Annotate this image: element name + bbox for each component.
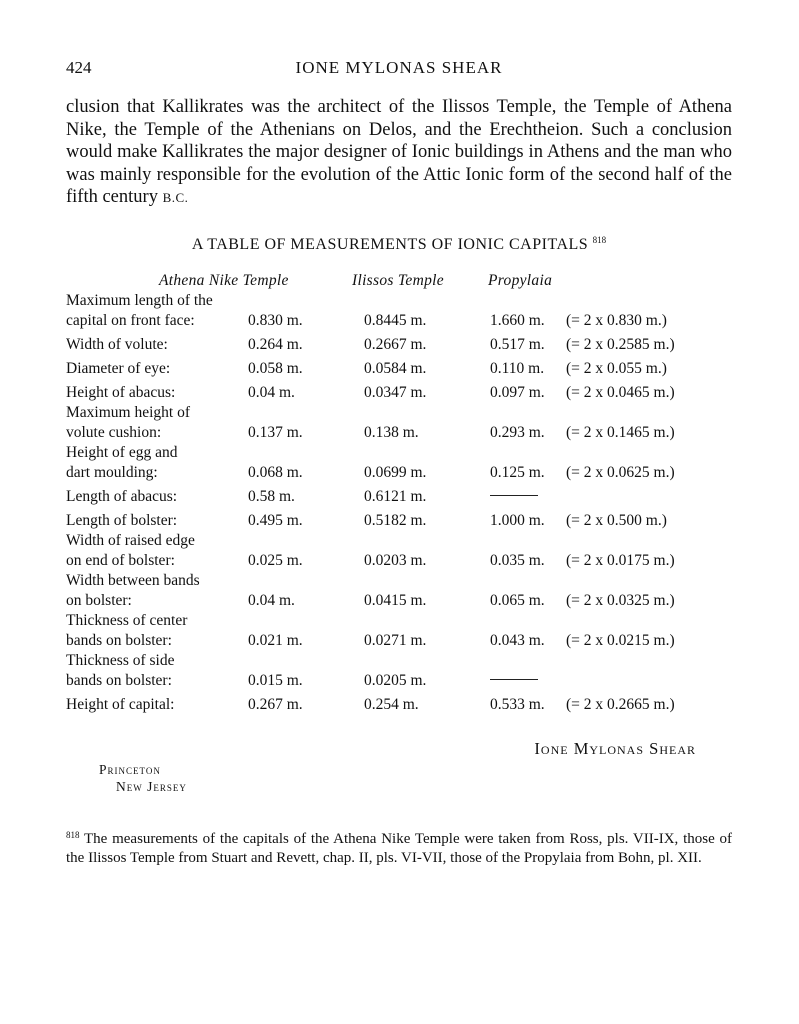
cell-ratio: (= 2 x 0.2665 m.) <box>566 696 675 713</box>
row-label-line: Length of abacus: <box>66 488 178 505</box>
table-title <box>66 235 732 254</box>
cell-ilissos: 0.138 m. <box>364 424 419 441</box>
row-label-line: Thickness of side <box>66 652 175 669</box>
footnote <box>66 826 732 867</box>
table-title-footnote-ref: 818 <box>592 235 607 245</box>
table-row <box>66 403 732 443</box>
cell-propylaia: 0.110 m. <box>490 360 545 377</box>
empty-value-dash <box>490 671 538 691</box>
cell-athena-nike: 0.04 m. <box>248 384 295 401</box>
row-label-line: bands on bolster: <box>66 672 172 689</box>
table-row <box>66 355 732 379</box>
empty-value-dash <box>490 487 538 507</box>
cell-ratio: (= 2 x 0.0625 m.) <box>566 464 675 481</box>
cell-propylaia: 0.043 m. <box>490 632 545 649</box>
cell-ratio: (= 2 x 0.055 m.) <box>566 360 667 377</box>
cell-ilissos: 0.0584 m. <box>364 360 427 377</box>
row-label-line: Maximum length of the <box>66 292 213 309</box>
place-city: Princeton <box>99 762 161 777</box>
footnote-text: The measurements of the capitals of the Athena Nike Temple were taken from Ross, pls. VII-IX, those of the Ilissos Temple from Stuart and Revett, chap. II, pls. VI-VII, those of the Propylaia from Bohn, pl. XII. <box>66 831 732 866</box>
cell-ilissos: 0.8445 m. <box>364 312 427 329</box>
row-label <box>66 335 168 355</box>
cell-athena-nike: 0.021 m. <box>248 632 303 649</box>
row-label-line: on end of bolster: <box>66 552 175 569</box>
cell-ratio: (= 2 x 0.500 m.) <box>566 512 667 529</box>
cell-athena-nike: 0.495 m. <box>248 512 303 529</box>
cell-ratio: (= 2 x 0.830 m.) <box>566 312 667 329</box>
table-row <box>66 531 732 571</box>
cell-ilissos: 0.0203 m. <box>364 552 427 569</box>
cell-propylaia: 1.000 m. <box>490 512 545 529</box>
cell-ratio: (= 2 x 0.0215 m.) <box>566 632 675 649</box>
row-label-line: Width between bands <box>66 572 200 589</box>
cell-ilissos: 0.6121 m. <box>364 488 427 505</box>
column-header-ilissos: Ilissos Temple <box>352 272 444 289</box>
author-signature: Ione Mylonas Shear <box>534 739 696 758</box>
cell-propylaia: 0.035 m. <box>490 552 545 569</box>
cell-propylaia: 1.660 m. <box>490 312 545 329</box>
row-label-line: Width of volute: <box>66 336 168 353</box>
row-label <box>66 383 175 403</box>
column-header-athena-nike: Athena Nike Temple <box>159 272 289 289</box>
row-label <box>66 511 177 531</box>
row-label <box>66 531 195 571</box>
row-label-line: Thickness of center <box>66 612 188 629</box>
cell-athena-nike: 0.267 m. <box>248 696 303 713</box>
cell-ilissos: 0.0271 m. <box>364 632 427 649</box>
cell-athena-nike: 0.04 m. <box>248 592 295 609</box>
row-label-line: Diameter of eye: <box>66 360 171 377</box>
cell-ilissos: 0.254 m. <box>364 696 419 713</box>
cell-athena-nike: 0.830 m. <box>248 312 303 329</box>
cell-ilissos: 0.5182 m. <box>364 512 427 529</box>
cell-ratio: (= 2 x 0.0325 m.) <box>566 592 675 609</box>
cell-athena-nike: 0.068 m. <box>248 464 303 481</box>
cell-ilissos: 0.2667 m. <box>364 336 427 353</box>
row-label-line: Height of abacus: <box>66 384 176 401</box>
table-row <box>66 691 732 715</box>
cell-ilissos: 0.0415 m. <box>364 592 427 609</box>
row-label <box>66 611 187 651</box>
row-label <box>66 651 174 691</box>
row-label-line: Height of egg and <box>66 444 178 461</box>
cell-ilissos: 0.0205 m. <box>364 672 427 689</box>
cell-athena-nike: 0.264 m. <box>248 336 303 353</box>
cell-ilissos: 0.0347 m. <box>364 384 427 401</box>
row-label <box>66 571 200 611</box>
place-state: New Jersey <box>116 779 187 794</box>
column-header-propylaia: Propylaia <box>488 272 553 289</box>
cell-propylaia: 0.125 m. <box>490 464 545 481</box>
row-label-line: Maximum height of <box>66 404 190 421</box>
row-label-line: Length of bolster: <box>66 512 178 529</box>
cell-ratio: (= 2 x 0.2585 m.) <box>566 336 675 353</box>
table-row <box>66 331 732 355</box>
cell-propylaia: 0.293 m. <box>490 424 545 441</box>
table-row <box>66 611 732 651</box>
footnote-number: 818 <box>66 830 80 840</box>
page-header <box>66 58 732 80</box>
paragraph-text: clusion that Kallikrates was the architect of the Ilissos Temple, the Temple of Athena Nike, the Temple of the Athenians on Delos, and the Erechtheion. Such a conclusion would make Kallikrates the major designer of Ionic buildings in Athens and the man who was mainly responsible for the evolution of the Attic Ionic form of the second half of the fifth century <box>66 97 732 207</box>
row-label <box>66 487 177 507</box>
cell-propylaia: 0.097 m. <box>490 384 545 401</box>
table-row <box>66 483 732 507</box>
measurements-table <box>66 292 732 715</box>
table-row <box>66 507 732 531</box>
cell-propylaia: 0.065 m. <box>490 592 545 609</box>
row-label <box>66 443 177 483</box>
cell-propylaia: 0.517 m. <box>490 336 545 353</box>
row-label-line: Height of capital: <box>66 696 175 713</box>
row-label <box>66 695 174 715</box>
table-row <box>66 571 732 611</box>
cell-ilissos: 0.0699 m. <box>364 464 427 481</box>
cell-athena-nike: 0.025 m. <box>248 552 303 569</box>
dash-rule <box>490 495 538 496</box>
row-label-line: dart moulding: <box>66 464 158 481</box>
table-row <box>66 651 732 691</box>
row-label-line: bands on bolster: <box>66 632 172 649</box>
row-label-line: on bolster: <box>66 592 132 609</box>
row-label <box>66 359 170 379</box>
row-label <box>66 291 213 331</box>
table-row <box>66 443 732 483</box>
cell-athena-nike: 0.58 m. <box>248 488 295 505</box>
cell-ratio: (= 2 x 0.1465 m.) <box>566 424 675 441</box>
dash-rule <box>490 679 538 680</box>
row-label-line: Width of raised edge <box>66 532 195 549</box>
table-row <box>66 379 732 403</box>
era-abbreviation: B.C. <box>162 190 189 205</box>
cell-athena-nike: 0.058 m. <box>248 360 303 377</box>
cell-propylaia: 0.533 m. <box>490 696 545 713</box>
row-label-line: capital on front face: <box>66 312 195 329</box>
cell-athena-nike: 0.137 m. <box>248 424 303 441</box>
table-row <box>66 292 732 331</box>
row-label <box>66 403 190 443</box>
table-title-text: A TABLE OF MEASUREMENTS OF IONIC CAPITALS <box>191 236 589 253</box>
page-number: 424 <box>66 58 92 77</box>
cell-athena-nike: 0.015 m. <box>248 672 303 689</box>
running-head: IONE MYLONAS SHEAR <box>295 58 503 77</box>
cell-ratio: (= 2 x 0.0465 m.) <box>566 384 675 401</box>
row-label-line: volute cushion: <box>66 424 162 441</box>
cell-ratio: (= 2 x 0.0175 m.) <box>566 552 675 569</box>
body-paragraph <box>66 96 732 210</box>
